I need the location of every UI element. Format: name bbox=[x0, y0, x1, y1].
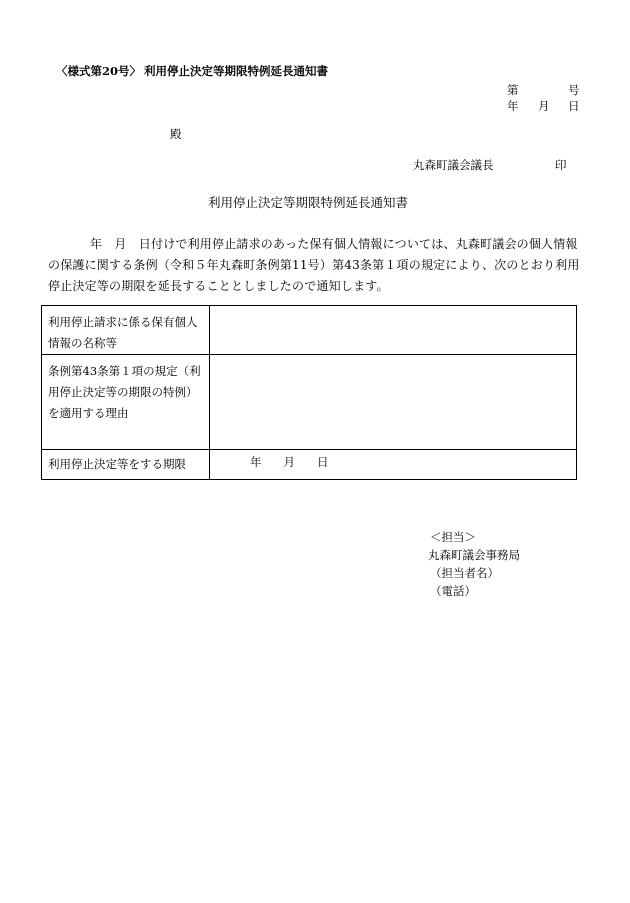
form-title: 利用停止決定等期限特例延長通知書 bbox=[144, 64, 328, 78]
deadline-month: 月 bbox=[283, 455, 295, 469]
row-value-reason bbox=[210, 355, 577, 450]
table-row bbox=[42, 306, 577, 355]
sender-name: 丸森町議会議長 bbox=[413, 158, 494, 172]
contact-heading: ＜担当＞ bbox=[430, 530, 476, 544]
form-number: 〈様式第20号〉 bbox=[56, 64, 142, 78]
row-label-info-name: 利用停止請求に係る保有個人情報の名称等 bbox=[42, 306, 210, 355]
sender-seal: 印 bbox=[555, 158, 567, 172]
row-value-info-name bbox=[210, 306, 577, 355]
table-row bbox=[42, 450, 577, 480]
date-month: 月 bbox=[538, 99, 550, 113]
contact-phone: （電話） bbox=[430, 584, 476, 598]
contact-office: 丸森町議会事務局 bbox=[428, 548, 520, 562]
deadline-year: 年 bbox=[250, 455, 262, 469]
date-day: 日 bbox=[568, 99, 580, 113]
table-row bbox=[42, 355, 577, 450]
contact-person: （担当者名） bbox=[430, 566, 499, 580]
deadline-day: 日 bbox=[317, 455, 329, 469]
body-text: 年 月 日付けで利用停止請求のあった保有個人情報については、丸森町議会の個人情報の保護に関する条例（令和５年丸森町条例第11号）第43条第１項の規定により、次のとおり利用停止決定等の期限を延長することとしましたので通知します。 bbox=[48, 237, 580, 293]
row-value-deadline bbox=[210, 450, 577, 480]
contact-block bbox=[428, 528, 520, 600]
date-year: 年 bbox=[507, 99, 519, 113]
doc-number-go: 号 bbox=[568, 83, 580, 97]
recipient-honorific: 殿 bbox=[170, 127, 182, 141]
row-label-reason: 条例第43条第１項の規定（利用停止決定等の期限の特例）を適用する理由 bbox=[42, 355, 210, 450]
info-table bbox=[41, 305, 577, 480]
doc-number-dai: 第 bbox=[507, 83, 519, 97]
row-label-deadline: 利用停止決定等をする期限 bbox=[42, 450, 210, 480]
document-title: 利用停止決定等期限特例延長通知書 bbox=[208, 195, 409, 210]
